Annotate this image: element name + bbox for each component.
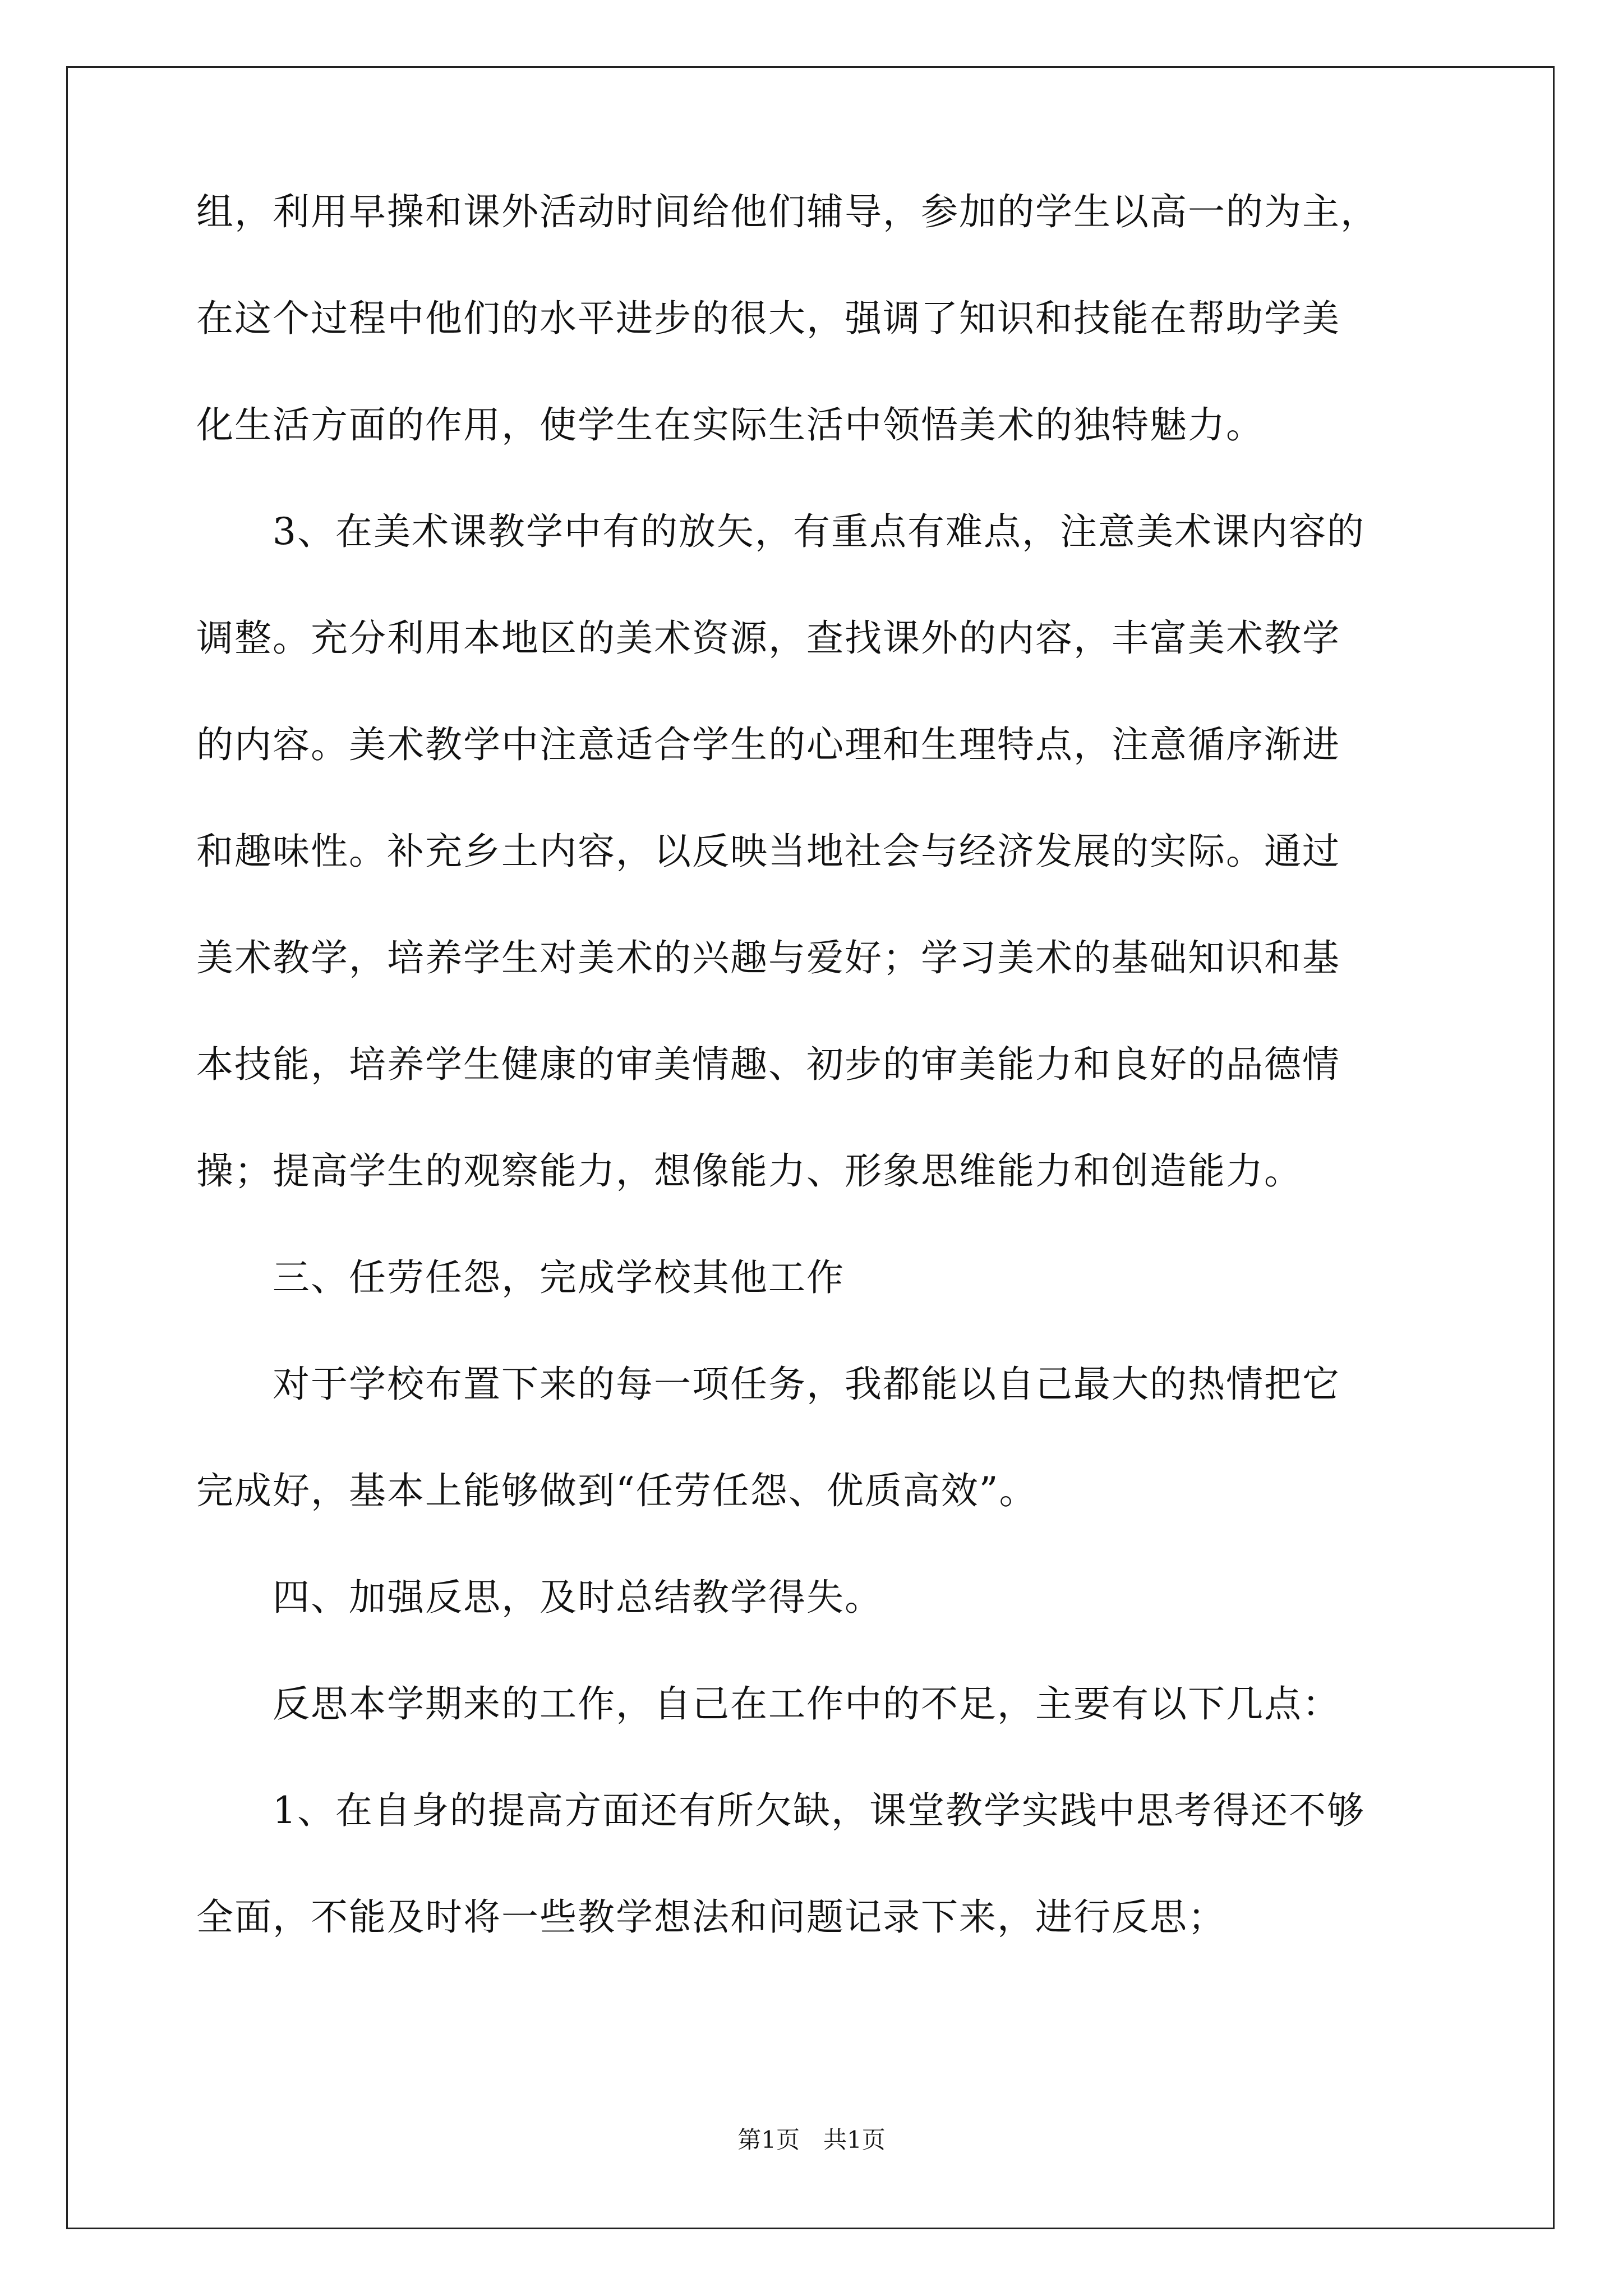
section-heading: 三、任劳任怨，完成学校其他工作 [196,1256,845,1299]
text-line: 完成好，基本上能够做到“任劳任怨、优质高效”。 [196,1469,1038,1512]
text-line: 化生活方面的作用，使学生在实际生活中领悟美术的独特魅力。 [196,403,1264,447]
page-number: 第1页 共1页 [737,2126,886,2154]
text-line: 在这个过程中他们的水平进步的很大，强调了知识和技能在帮助学美 [196,297,1340,340]
text-line: 对于学校布置下来的每一项任务，我都能以自己最大的热情把它 [196,1363,1340,1406]
text-line: 美术教学，培养学生对美术的兴趣与爱好；学习美术的基础知识和基 [196,936,1340,979]
section-heading: 四、加强反思，及时总结教学得失。 [196,1576,883,1619]
text-line: 1、在自身的提高方面还有所欠缺，课堂教学实践中思考得还不够 [196,1789,1365,1832]
text-line: 操；提高学生的观察能力，想像能力、形象思维能力和创造能力。 [196,1149,1302,1193]
text-line: 组，利用早操和课外活动时间给他们辅导，参加的学生以高一的为主， [196,190,1378,233]
text-line: 反思本学期来的工作，自己在工作中的不足，主要有以下几点： [196,1682,1340,1726]
text-line: 和趣味性。补充乡土内容，以反映当地社会与经济发展的实际。通过 [196,830,1340,873]
text-line: 的内容。美术教学中注意适合学生的心理和生理特点，注意循序渐进 [196,723,1340,766]
text-line: 调整。充分利用本地区的美术资源，查找课外的内容，丰富美术教学 [196,616,1340,660]
text-line: 3、在美术课教学中有的放矢，有重点有难点，注意美术课内容的 [196,510,1365,553]
text-line: 全面，不能及时将一些教学想法和问题记录下来，进行反思； [196,1895,1226,1939]
text-line: 本技能，培养学生健康的审美情趣、初步的审美能力和良好的品德情 [196,1043,1340,1086]
